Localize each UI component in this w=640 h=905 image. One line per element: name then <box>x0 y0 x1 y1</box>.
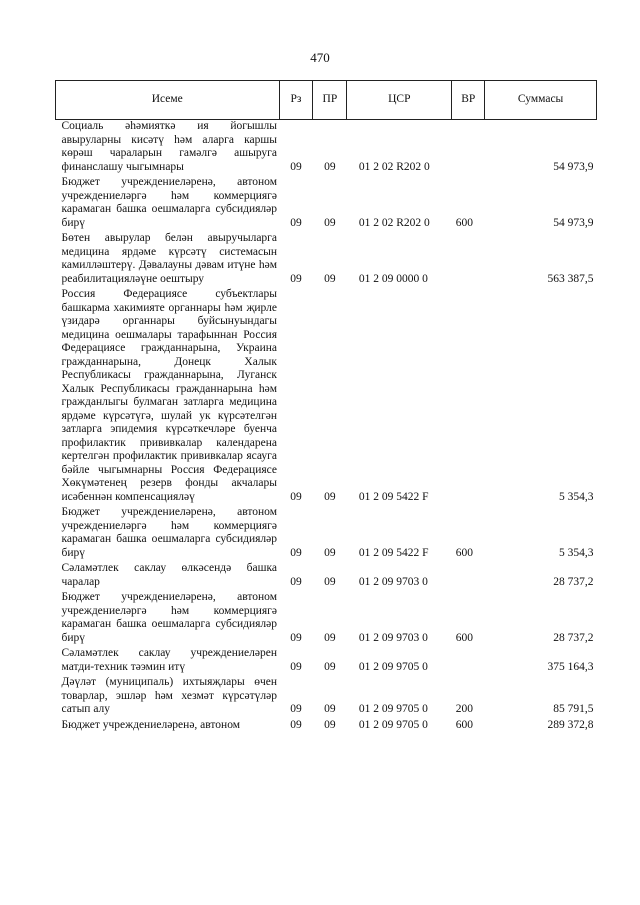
table-row <box>56 647 597 676</box>
cell-sum: 85 791,5 <box>553 703 594 715</box>
cell-vr <box>452 120 485 177</box>
cell-vr: 600 <box>455 631 473 644</box>
cell-vr <box>452 288 485 506</box>
cell-csr: 01 2 09 9703 0 <box>358 575 428 588</box>
cell-rz: 09 <box>290 575 302 588</box>
header-pr: ПР <box>313 81 347 120</box>
cell-pr: 09 <box>324 546 336 559</box>
cell-rz: 09 <box>290 718 302 731</box>
cell-sum: 54 973,9 <box>553 160 594 173</box>
header-rz: Рз <box>279 81 313 120</box>
cell-rz: 09 <box>290 272 302 285</box>
table-body <box>56 120 597 735</box>
cell-pr: 09 <box>324 703 336 715</box>
cell-sum: 5 354,3 <box>559 490 594 503</box>
cell-vr <box>452 232 485 288</box>
cell-csr: 01 2 09 5422 F <box>358 490 429 503</box>
cell-csr: 01 2 09 0000 0 <box>358 272 428 285</box>
cell-pr: 09 <box>324 272 336 285</box>
table-row <box>56 232 597 288</box>
cell-name: Сәламәтлек саклау өлкәсендә башка чаралар <box>61 562 277 588</box>
cell-pr: 09 <box>324 490 336 503</box>
header-sum: Суммасы <box>485 81 597 120</box>
cell-pr: 09 <box>324 631 336 644</box>
cell-sum: 375 164,3 <box>547 660 594 673</box>
cell-vr <box>452 647 485 676</box>
header-name: Исеме <box>56 81 280 120</box>
cell-name: Бюджет учреждениеләренә, автоном учреждениеләргә һәм коммерциягә карамаган башка оешмаларга субсидияләр бирү <box>61 176 277 229</box>
cell-pr: 09 <box>324 216 336 229</box>
cell-name: Бюджет учреждениеләренә, автоном <box>61 718 241 731</box>
cell-csr: 01 2 09 9705 0 <box>358 660 428 673</box>
cell-sum: 5 354,3 <box>559 546 594 559</box>
cell-csr: 01 2 09 5422 F <box>358 546 429 559</box>
cell-csr: 01 2 09 9705 0 <box>358 703 428 715</box>
cell-name: Бюджет учреждениеләренә, автоном учреждениеләргә һәм коммерциягә карамаган башка оешмаларга субсидияләр бирү <box>61 506 277 559</box>
cell-name: Дәүләт (муниципаль) ихтыяҗлары өчен товарлар, эшләр һәм хезмәт күрсәтүләр сатып алу <box>61 676 277 715</box>
cell-csr: 01 2 02 R202 0 <box>358 160 430 173</box>
table-row <box>56 506 597 562</box>
cell-vr: 600 <box>455 546 473 559</box>
cell-csr: 01 2 02 R202 0 <box>358 216 430 229</box>
table-row <box>56 120 597 177</box>
cell-name: Социаль әһәмияткә ия йогышлы авыруларны кисәтү һәм аларга каршы көрәш чараларын гамәлгә ашыруга финанслашу чыгымнары <box>61 120 277 173</box>
cell-sum: 28 737,2 <box>553 575 594 588</box>
cell-pr: 09 <box>324 575 336 588</box>
table-row <box>56 562 597 591</box>
table-row <box>56 288 597 506</box>
cell-rz: 09 <box>290 703 302 715</box>
page-number: 470 <box>310 50 330 65</box>
budget-table <box>55 80 597 734</box>
cell-name: Бюджет учреждениеләренә, автоном учреждениеләргә һәм коммерциягә карамаган башка оешмаларга субсидияләр бирү <box>61 591 277 644</box>
cell-sum: 563 387,5 <box>547 272 594 285</box>
cell-csr: 01 2 09 9703 0 <box>358 631 428 644</box>
table-header <box>56 81 597 120</box>
header-vr: ВР <box>452 81 485 120</box>
cell-sum: 28 737,2 <box>553 631 594 644</box>
cell-rz: 09 <box>290 546 302 559</box>
cell-pr: 09 <box>324 160 336 173</box>
cell-name: Бөтен авырулар белән авыручыларга медицина ярдәме күрсәтү системасын камилләштерү. Дәвалауны дәвам итүне һәм реабилитацияләүне оештыру <box>61 232 277 285</box>
cell-sum: 54 973,9 <box>553 216 594 229</box>
cell-pr: 09 <box>324 660 336 673</box>
table-row <box>56 719 597 735</box>
header-csr: ЦСР <box>347 81 452 120</box>
table-row <box>56 676 597 719</box>
cell-rz: 09 <box>290 490 302 503</box>
cell-name: Россия Федерациясе субъектлары башкарма хакимияте органнары һәм җирле үзидарә органнары буйсынуындагы медицина оешмалары тарафыннан Россия Федерациясе гражданнарына, Украина гражданнарына, Донецк Халык Республикасы гражданнарына, Луганск Халык Республикасы гражданнарына һәм гражданлыгы булмаган затларга медицина ярдәме күрсәтүгә, шулай ук күрсәтелгән затларга эпидемия күрсәткечләре буенча профилактик прививкалар календарена кертелгән профилактик прививкалар ясауга бәйле чыгымнарны Россия Федерациясе Хөкүмәтенең резерв фонды акчалары исәбеннән компенсацияләү <box>61 288 277 503</box>
cell-pr: 09 <box>324 718 336 731</box>
cell-rz: 09 <box>290 660 302 673</box>
cell-vr: 200 <box>455 703 473 715</box>
cell-vr <box>452 562 485 591</box>
cell-rz: 09 <box>290 216 302 229</box>
cell-sum: 289 372,8 <box>547 718 594 731</box>
table-row <box>56 591 597 647</box>
cell-vr: 600 <box>455 216 473 229</box>
cell-csr: 01 2 09 9705 0 <box>358 718 428 731</box>
cell-vr: 600 <box>455 718 473 731</box>
table-row <box>56 176 597 232</box>
cell-rz: 09 <box>290 160 302 173</box>
cell-name: Сәламәтлек саклау учреждениеләрен матди-техник тәэмин итү <box>61 647 277 673</box>
cell-rz: 09 <box>290 631 302 644</box>
